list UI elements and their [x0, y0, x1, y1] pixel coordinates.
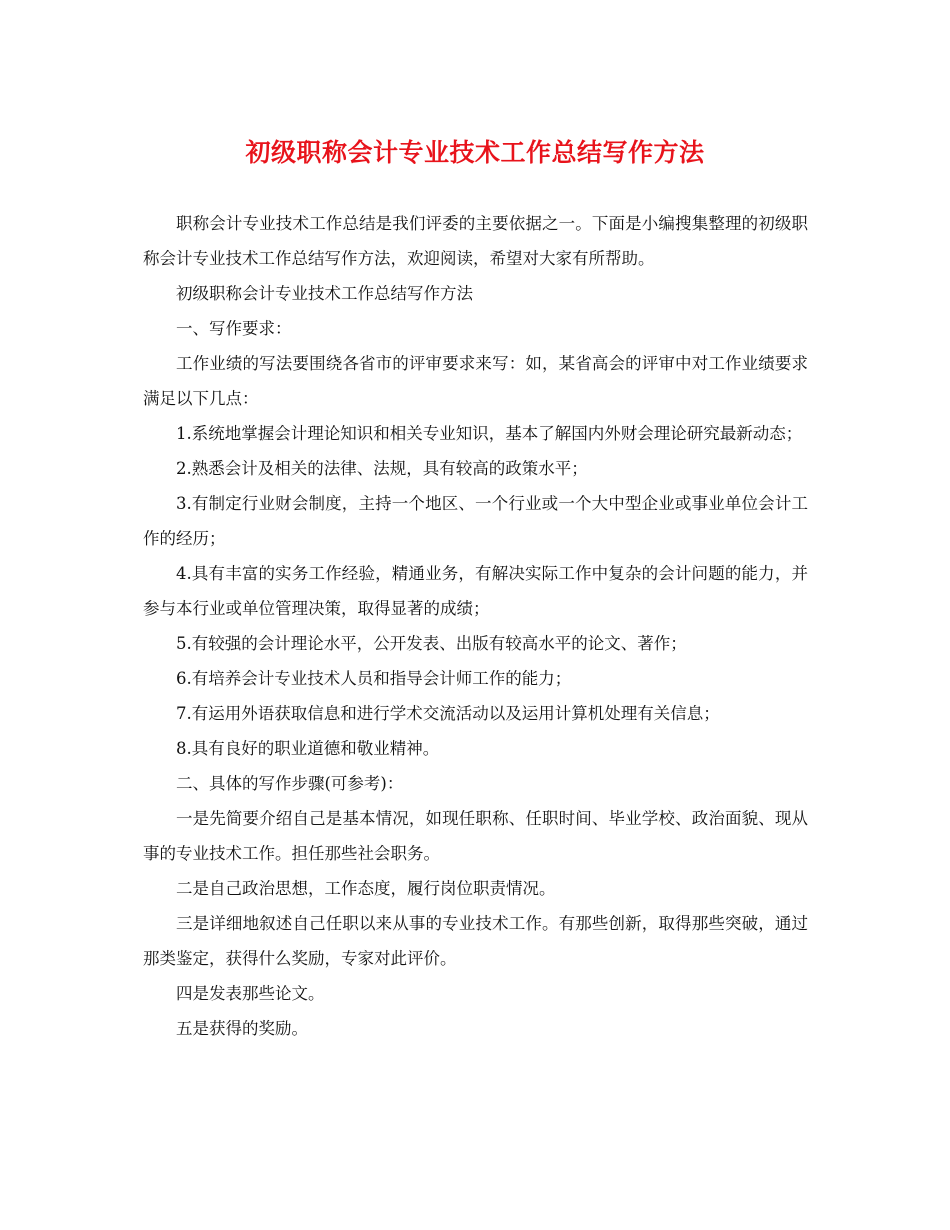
document-body	[143, 206, 808, 1046]
paragraph-subtitle: 初级职称会计专业技术工作总结写作方法	[176, 284, 473, 303]
step-5: 五是获得的奖励。	[176, 1019, 308, 1038]
step-4: 四是发表那些论文。	[176, 984, 325, 1003]
section-heading-requirements: 一、写作要求：	[176, 319, 292, 338]
paragraph-intro: 职称会计专业技术工作总结是我们评委的主要依据之一。下面是小编搜集整理的初级职称会计专业技术工作总结写作方法，欢迎阅读，希望对大家有所帮助。	[143, 214, 808, 268]
list-item-6: 6.有培养会计专业技术人员和指导会计师工作的能力；	[176, 669, 572, 688]
list-item-1: 1.系统地掌握会计理论知识和相关专业知识，基本了解国内外财会理论研究最新动态；	[176, 424, 803, 443]
list-item-4: 4.具有丰富的实务工作经验，精通业务，有解决实际工作中复杂的会计问题的能力，并参与本行业或单位管理决策，取得显著的成绩；	[143, 564, 808, 618]
document-title: 初级职称会计专业技术工作总结写作方法	[245, 138, 705, 167]
list-item-2: 2.熟悉会计及相关的法律、法规，具有较高的政策水平；	[176, 459, 588, 478]
paragraph-requirements-intro: 工作业绩的写法要围绕各省市的评审要求来写：如，某省高会的评审中对工作业绩要求满足以下几点：	[143, 354, 808, 408]
step-1: 一是先简要介绍自己是基本情况，如现任职称、任职时间、毕业学校、政治面貌、现从事的专业技术工作。担任那些社会职务。	[143, 809, 808, 863]
section-heading-steps: 二、具体的写作步骤(可参考)：	[176, 774, 404, 793]
list-item-3: 3.有制定行业财会制度，主持一个地区、一个行业或一个大中型企业或事业单位会计工作的经历；	[143, 494, 808, 548]
step-2: 二是自己政治思想，工作态度，履行岗位职责情况。	[176, 879, 556, 898]
list-item-8: 8.具有良好的职业道德和敬业精神。	[176, 739, 440, 758]
list-item-7: 7.有运用外语获取信息和进行学术交流活动以及运用计算机处理有关信息；	[176, 704, 720, 723]
step-3: 三是详细地叙述自己任职以来从事的专业技术工作。有那些创新，取得那些突破，通过那类鉴定，获得什么奖励，专家对此评价。	[143, 914, 808, 968]
list-item-5: 5.有较强的会计理论水平，公开发表、出版有较高水平的论文、著作；	[176, 634, 687, 653]
